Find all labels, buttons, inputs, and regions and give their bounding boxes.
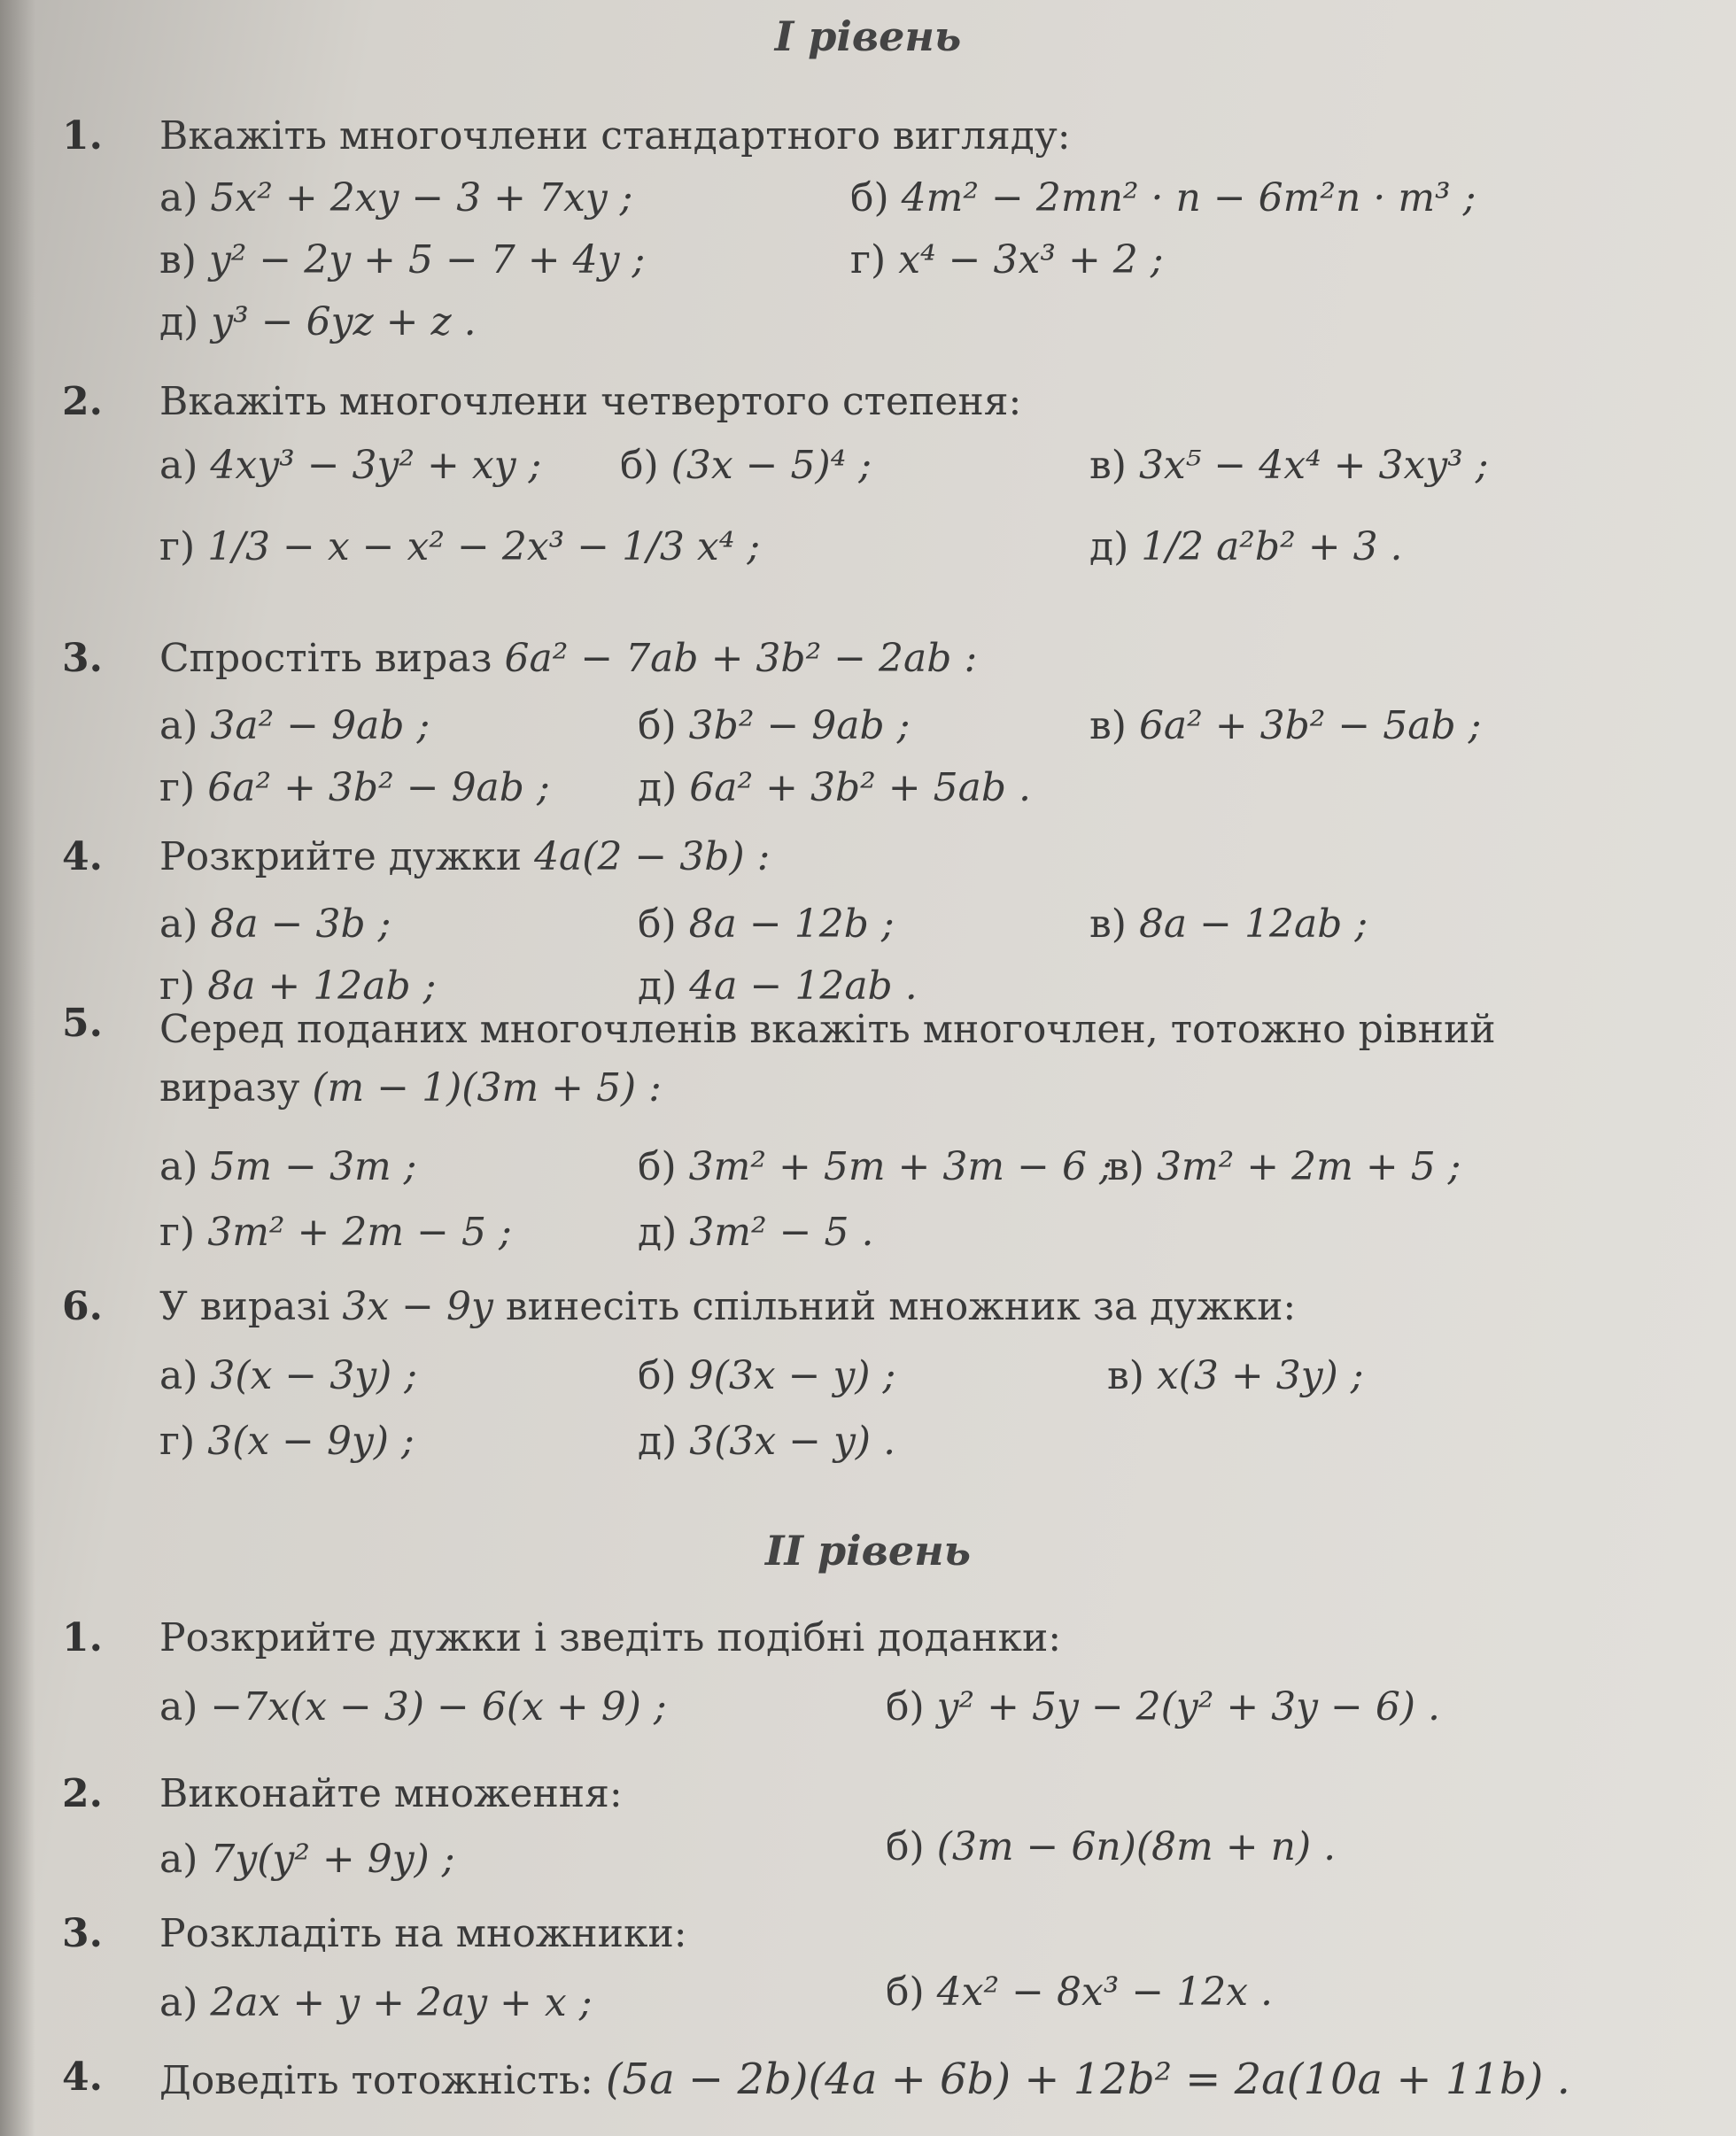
task-question: Розкладіть на множники: <box>159 1911 687 1956</box>
task-number: 2. <box>62 1771 103 1816</box>
l1-task-3 <box>53 636 1683 831</box>
option-g: г) x⁴ − 3x³ + 2 ; <box>850 237 1164 282</box>
option-a: а) 5x² + 2xy − 3 + 7xy ; <box>159 175 633 221</box>
option-b: б) (3x − 5)⁴ ; <box>620 443 872 488</box>
task-number: 6. <box>62 1284 103 1329</box>
option-d: д) y³ − 6yz + z . <box>159 299 477 344</box>
option-g: г) 3(x − 9y) ; <box>159 1419 415 1464</box>
option-a: а) −7x(x − 3) − 6(x + 9) ; <box>159 1684 667 1730</box>
l2-task-3 <box>53 1911 1683 2044</box>
task-question: Розкрийте дужки і зведіть подібні доданки: <box>159 1615 1062 1660</box>
task-question: Спростіть вираз 6a² − 7ab + 3b² − 2ab : <box>159 636 978 681</box>
level-1-title: I рівень <box>774 12 962 60</box>
task-expression: (m − 1)(3m + 5) : <box>312 1065 662 1111</box>
option-d: д) 3m² − 5 . <box>638 1210 874 1255</box>
task-question: Розкрийте дужки 4a(2 − 3b) : <box>159 834 771 879</box>
option-v: в) 8a − 12ab ; <box>1089 902 1368 947</box>
option-b: б) y² + 5y − 2(y² + 3y − 6) . <box>886 1684 1441 1730</box>
option-a: а) 3(x − 3y) ; <box>159 1353 418 1398</box>
option-b: б) (3m − 6n)(8m + n) . <box>886 1824 1337 1869</box>
task-number: 4. <box>62 2055 103 2100</box>
option-d: д) 4a − 12ab . <box>638 964 918 1009</box>
task-question: Серед поданих многочленів вкажіть многочлен, тотожно рівний виразу (m − 1)(3m + 5) : <box>159 1007 1496 1111</box>
option-v: в) y² − 2y + 5 − 7 + 4y ; <box>159 237 646 282</box>
option-g: г) 8a + 12ab ; <box>159 964 437 1009</box>
option-a: а) 7y(y² + 9y) ; <box>159 1837 455 1882</box>
option-b: б) 9(3x − y) ; <box>638 1353 896 1398</box>
task-number: 5. <box>62 1001 103 1046</box>
option-d: д) 1/2 a²b² + 3 . <box>1089 524 1403 569</box>
option-v: в) 3m² + 2m + 5 ; <box>1107 1144 1461 1189</box>
l1-task-4 <box>53 834 1683 1029</box>
task-number: 3. <box>62 1911 103 1956</box>
option-b: б) 3m² + 5m + 3m − 6 ; <box>638 1144 1112 1189</box>
task-expression: 6a² − 7ab + 3b² − 2ab : <box>504 636 978 681</box>
task-question: Доведіть тотожність: (5a − 2b)(4a + 6b) + 12b² = 2a(10a + 11b) . <box>159 2055 1570 2104</box>
option-b: б) 8a − 12b ; <box>638 902 895 947</box>
task-number: 4. <box>62 834 103 879</box>
l1-task-1 <box>53 113 1683 379</box>
l2-task-1 <box>53 1615 1683 1757</box>
task-question: У виразі 3x − 9y винесіть спільний множник за дужки: <box>159 1284 1297 1329</box>
l1-task-6 <box>53 1284 1683 1488</box>
option-v: в) 6a² + 3b² − 5ab ; <box>1089 703 1482 748</box>
option-b: б) 4x² − 8x³ − 12x . <box>886 1970 1274 2015</box>
task-expression: (5a − 2b)(4a + 6b) + 12b² = 2a(10a + 11b) . <box>605 2055 1570 2104</box>
task-number: 3. <box>62 636 103 681</box>
option-g: г) 3m² + 2m − 5 ; <box>159 1210 512 1255</box>
option-a: а) 5m − 3m ; <box>159 1144 417 1189</box>
l1-task-2 <box>53 379 1683 609</box>
task-number: 1. <box>62 1615 103 1660</box>
option-a: а) 3a² − 9ab ; <box>159 703 430 748</box>
task-expression: 3x − 9y <box>342 1284 493 1329</box>
option-b: б) 4m² − 2mn² · n − 6m²n · m³ ; <box>850 175 1476 221</box>
task-expression: 4a(2 − 3b) : <box>534 834 771 879</box>
l2-task-2 <box>53 1771 1683 1904</box>
l2-task-4 <box>53 2055 1683 2125</box>
option-v: в) 3x⁵ − 4x⁴ + 3xy³ ; <box>1089 443 1489 488</box>
option-a: а) 2ax + y + 2ay + x ; <box>159 1980 593 2025</box>
task-question: Виконайте множення: <box>159 1771 623 1816</box>
option-g: г) 1/3 − x − x² − 2x³ − 1/3 x⁴ ; <box>159 524 761 569</box>
level-2-title: II рівень <box>764 1527 972 1575</box>
option-b: б) 3b² − 9ab ; <box>638 703 911 748</box>
option-a: а) 4xy³ − 3y² + xy ; <box>159 443 542 488</box>
option-d: д) 3(3x − y) . <box>638 1419 896 1464</box>
option-v: в) x(3 + 3y) ; <box>1107 1353 1364 1398</box>
option-g: г) 6a² + 3b² − 9ab ; <box>159 765 550 810</box>
l1-task-5 <box>53 1001 1683 1266</box>
task-question: Вкажіть многочлени четвертого степеня: <box>159 379 1022 424</box>
task-number: 1. <box>62 113 103 159</box>
task-number: 2. <box>62 379 103 424</box>
task-question: Вкажіть многочлени стандартного вигляду: <box>159 113 1071 159</box>
option-d: д) 6a² + 3b² + 5ab . <box>638 765 1031 810</box>
option-a: а) 8a − 3b ; <box>159 902 391 947</box>
